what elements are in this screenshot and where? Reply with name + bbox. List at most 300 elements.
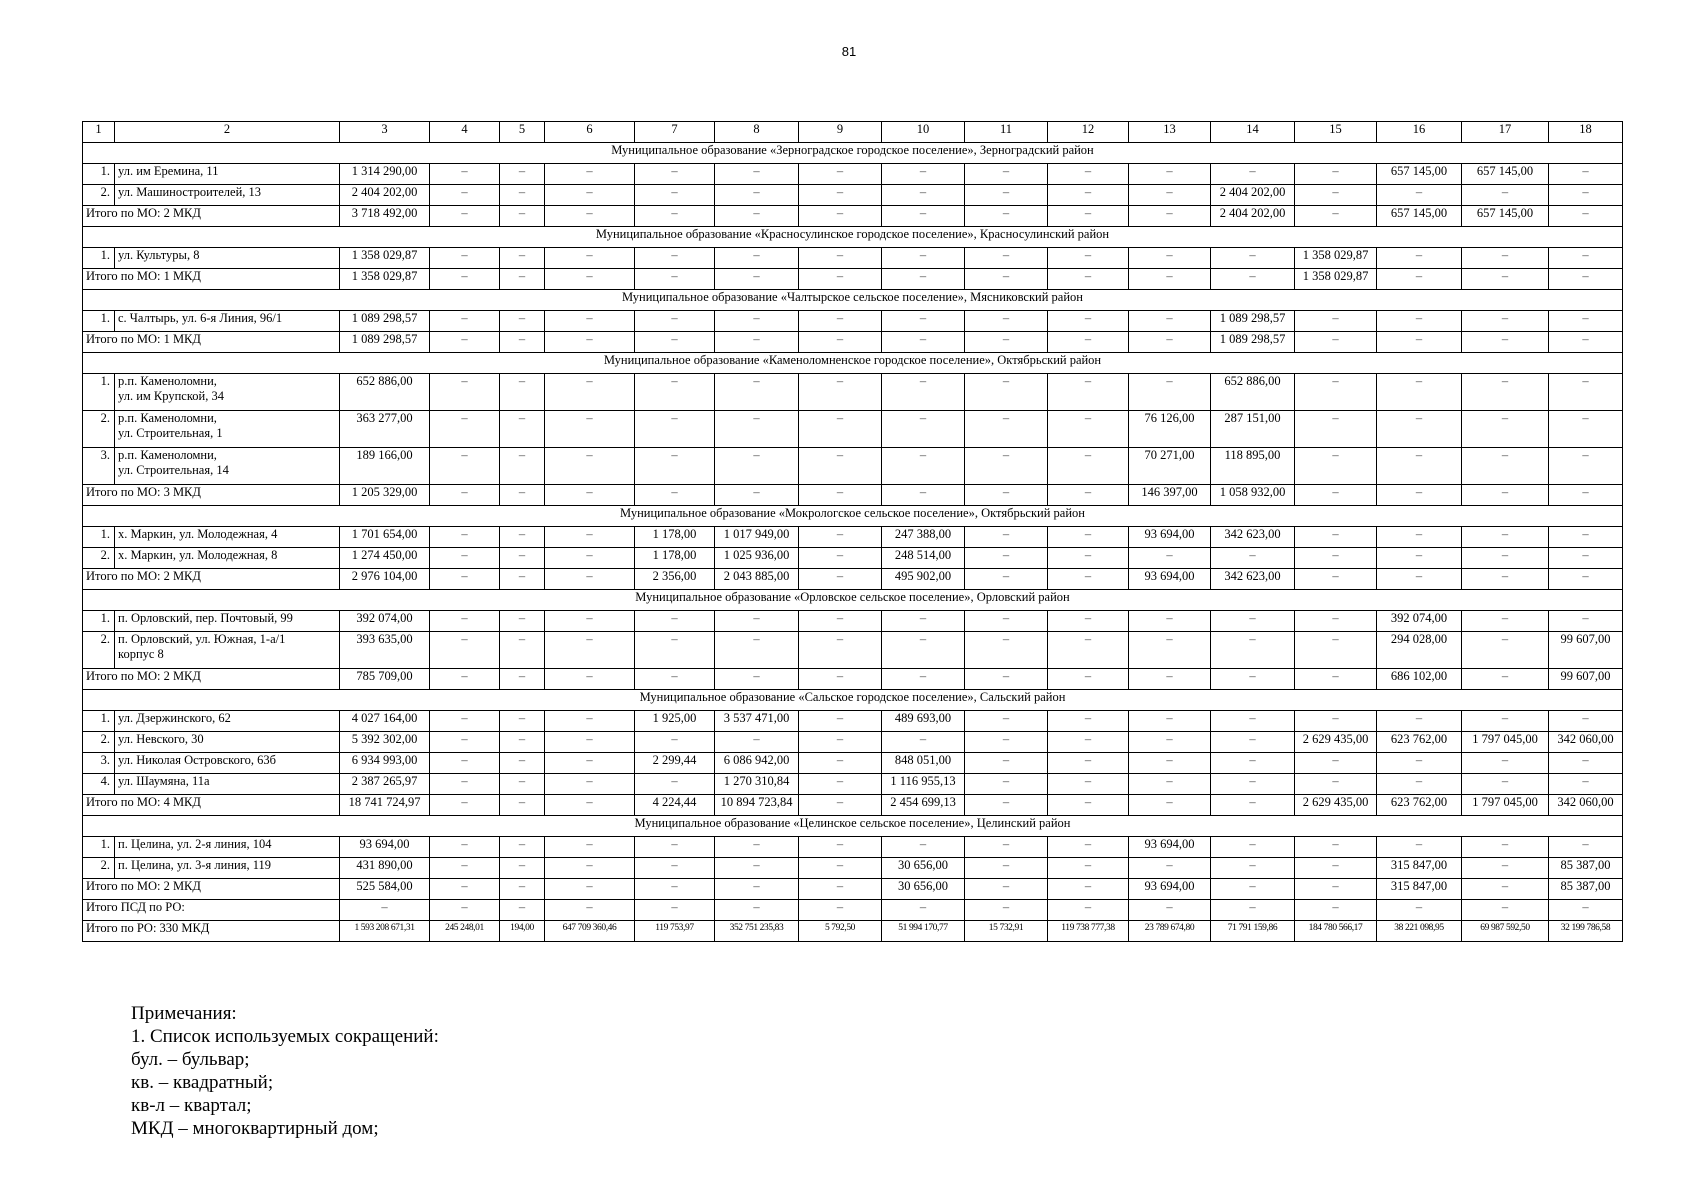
value-cell: 652 886,00 <box>340 374 430 411</box>
value-cell: – <box>799 711 882 732</box>
value-cell: – <box>635 632 715 669</box>
value-cell: – <box>635 837 715 858</box>
value-cell: – <box>799 332 882 353</box>
value-cell: 245 248,01 <box>430 921 500 942</box>
value-cell: – <box>1211 611 1295 632</box>
value-cell: – <box>1211 711 1295 732</box>
value-cell: – <box>1211 632 1295 669</box>
row-number: 4. <box>83 774 115 795</box>
value-cell: 2 387 265,97 <box>340 774 430 795</box>
value-cell: – <box>1211 837 1295 858</box>
value-cell: 5 792,50 <box>799 921 882 942</box>
value-cell: – <box>965 269 1048 290</box>
total-label: Итого по РО: 330 МКД <box>83 921 340 942</box>
value-cell: 23 789 674,80 <box>1129 921 1211 942</box>
value-cell: – <box>430 732 500 753</box>
value-cell: – <box>1377 753 1462 774</box>
value-cell: – <box>500 900 545 921</box>
value-cell: – <box>1048 411 1129 448</box>
header-cell: 7 <box>635 122 715 143</box>
value-cell: – <box>1462 611 1549 632</box>
value-cell: 489 693,00 <box>882 711 965 732</box>
value-cell: – <box>1462 374 1549 411</box>
value-cell: 342 623,00 <box>1211 569 1295 590</box>
value-cell: – <box>965 185 1048 206</box>
value-cell: 38 221 098,95 <box>1377 921 1462 942</box>
value-cell: – <box>715 900 799 921</box>
value-cell: – <box>1295 774 1377 795</box>
address-line: ул. Строительная, 14 <box>118 463 229 477</box>
value-cell: – <box>500 374 545 411</box>
value-cell: – <box>1295 527 1377 548</box>
value-cell: – <box>799 611 882 632</box>
value-cell: 1 025 936,00 <box>715 548 799 569</box>
value-cell: – <box>965 669 1048 690</box>
value-cell: – <box>635 206 715 227</box>
note-line: бул. – бульвар; <box>131 1049 250 1070</box>
value-cell: – <box>715 164 799 185</box>
value-cell: – <box>430 837 500 858</box>
value-cell: – <box>1549 611 1623 632</box>
value-cell: 93 694,00 <box>1129 527 1211 548</box>
value-cell: 652 886,00 <box>1211 374 1295 411</box>
value-cell: – <box>500 774 545 795</box>
value-cell: 315 847,00 <box>1377 879 1462 900</box>
value-cell: – <box>635 879 715 900</box>
value-cell: 85 387,00 <box>1549 858 1623 879</box>
value-cell: – <box>635 374 715 411</box>
row-number: 2. <box>83 732 115 753</box>
table-row <box>83 374 1623 411</box>
value-cell: 363 277,00 <box>340 411 430 448</box>
header-cell: 14 <box>1211 122 1295 143</box>
value-cell: – <box>1129 206 1211 227</box>
value-cell: – <box>500 732 545 753</box>
value-cell: 51 994 170,77 <box>882 921 965 942</box>
table-row <box>83 448 1623 485</box>
value-cell: – <box>430 795 500 816</box>
value-cell: – <box>1462 858 1549 879</box>
value-cell: 2 976 104,00 <box>340 569 430 590</box>
value-cell: – <box>1462 269 1549 290</box>
value-cell: 315 847,00 <box>1377 858 1462 879</box>
value-cell: – <box>965 858 1048 879</box>
value-cell: – <box>1129 753 1211 774</box>
row-number: 2. <box>83 185 115 206</box>
value-cell: – <box>1377 569 1462 590</box>
value-cell: – <box>882 311 965 332</box>
value-cell: 525 584,00 <box>340 879 430 900</box>
value-cell: 342 060,00 <box>1549 732 1623 753</box>
value-cell: – <box>500 858 545 879</box>
value-cell: – <box>1129 669 1211 690</box>
row-number: 2. <box>83 632 115 669</box>
housing-repair-table <box>82 121 1623 942</box>
value-cell: – <box>1549 206 1623 227</box>
value-cell: – <box>1295 879 1377 900</box>
value-cell: 2 043 885,00 <box>715 569 799 590</box>
header-cell: 13 <box>1129 122 1211 143</box>
value-cell: – <box>545 669 635 690</box>
value-cell: – <box>1129 711 1211 732</box>
value-cell: – <box>430 711 500 732</box>
value-cell: – <box>340 900 430 921</box>
row-number: 1. <box>83 164 115 185</box>
value-cell: – <box>882 485 965 506</box>
row-number: 1. <box>83 527 115 548</box>
table-row <box>83 611 1623 632</box>
value-cell: – <box>1549 548 1623 569</box>
section-title: Муниципальное образование «Орловское сельское поселение», Орловский район <box>83 590 1623 611</box>
total-label: Итого по МО: 2 МКД <box>83 569 340 590</box>
value-cell: – <box>1048 206 1129 227</box>
value-cell: – <box>1549 711 1623 732</box>
value-cell: 247 388,00 <box>882 527 965 548</box>
table-row <box>83 548 1623 569</box>
table-row <box>83 185 1623 206</box>
value-cell: – <box>545 795 635 816</box>
value-cell: – <box>1377 900 1462 921</box>
value-cell: – <box>635 269 715 290</box>
value-cell: – <box>500 711 545 732</box>
value-cell: 3 718 492,00 <box>340 206 430 227</box>
value-cell: – <box>799 774 882 795</box>
address-line: п. Орловский, ул. Южная, 1-а/1 <box>118 632 286 646</box>
value-cell: 352 751 235,83 <box>715 921 799 942</box>
value-cell: – <box>1377 374 1462 411</box>
value-cell: – <box>500 332 545 353</box>
value-cell: 99 607,00 <box>1549 669 1623 690</box>
value-cell: – <box>1377 411 1462 448</box>
value-cell: – <box>1129 548 1211 569</box>
value-cell: – <box>1048 527 1129 548</box>
value-cell: – <box>882 206 965 227</box>
value-cell: – <box>799 185 882 206</box>
value-cell: – <box>545 837 635 858</box>
row-number: 1. <box>83 837 115 858</box>
total-label: Итого по МО: 2 МКД <box>83 669 340 690</box>
grand-total-row <box>83 921 1623 942</box>
total-row <box>83 332 1623 353</box>
value-cell: – <box>882 611 965 632</box>
value-cell: 3 537 471,00 <box>715 711 799 732</box>
value-cell: – <box>1377 448 1462 485</box>
value-cell: – <box>545 206 635 227</box>
value-cell: – <box>1462 185 1549 206</box>
value-cell: – <box>635 774 715 795</box>
value-cell: – <box>500 164 545 185</box>
value-cell: 18 741 724,97 <box>340 795 430 816</box>
value-cell: – <box>1129 611 1211 632</box>
value-cell: – <box>799 248 882 269</box>
value-cell: – <box>965 900 1048 921</box>
value-cell: – <box>1549 774 1623 795</box>
value-cell: – <box>715 669 799 690</box>
value-cell: – <box>500 411 545 448</box>
value-cell: – <box>715 411 799 448</box>
value-cell: – <box>1211 858 1295 879</box>
value-cell: 657 145,00 <box>1462 206 1549 227</box>
value-cell: 93 694,00 <box>1129 569 1211 590</box>
address-cell: п. Целина, ул. 3-я линия, 119 <box>115 858 340 879</box>
value-cell: 1 058 932,00 <box>1211 485 1295 506</box>
value-cell: – <box>1129 774 1211 795</box>
address-cell: ул. Культуры, 8 <box>115 248 340 269</box>
value-cell: – <box>545 527 635 548</box>
value-cell: – <box>1048 374 1129 411</box>
value-cell: – <box>1462 753 1549 774</box>
value-cell: – <box>500 548 545 569</box>
header-cell: 4 <box>430 122 500 143</box>
value-cell: – <box>1295 753 1377 774</box>
value-cell: – <box>715 269 799 290</box>
value-cell: 2 629 435,00 <box>1295 795 1377 816</box>
value-cell: 686 102,00 <box>1377 669 1462 690</box>
value-cell: – <box>882 185 965 206</box>
total-row <box>83 206 1623 227</box>
value-cell: – <box>799 374 882 411</box>
value-cell: – <box>635 900 715 921</box>
address-cell <box>115 411 340 448</box>
value-cell: 657 145,00 <box>1377 164 1462 185</box>
value-cell: 393 635,00 <box>340 632 430 669</box>
value-cell: – <box>500 485 545 506</box>
value-cell: 2 629 435,00 <box>1295 732 1377 753</box>
value-cell: – <box>1462 411 1549 448</box>
value-cell: – <box>715 632 799 669</box>
value-cell: – <box>545 411 635 448</box>
value-cell: 1 089 298,57 <box>340 332 430 353</box>
value-cell: 76 126,00 <box>1129 411 1211 448</box>
table-row <box>83 753 1623 774</box>
value-cell: 1 017 949,00 <box>715 527 799 548</box>
value-cell: 1 089 298,57 <box>340 311 430 332</box>
value-cell: – <box>1129 374 1211 411</box>
value-cell: – <box>965 753 1048 774</box>
value-cell: – <box>430 753 500 774</box>
total-label: Итого ПСД по РО: <box>83 900 340 921</box>
value-cell: – <box>1549 448 1623 485</box>
value-cell: – <box>1295 632 1377 669</box>
header-cell: 5 <box>500 122 545 143</box>
header-cell: 1 <box>83 122 115 143</box>
section-row <box>83 690 1623 711</box>
address-cell: ул. Шаумяна, 11а <box>115 774 340 795</box>
header-cell: 17 <box>1462 122 1549 143</box>
value-cell: – <box>430 269 500 290</box>
address-line: р.п. Каменоломни, <box>118 411 217 425</box>
value-cell: – <box>1048 711 1129 732</box>
value-cell: – <box>1048 732 1129 753</box>
value-cell: – <box>1129 858 1211 879</box>
value-cell: – <box>1048 900 1129 921</box>
value-cell: – <box>1462 548 1549 569</box>
address-cell: ул. Невского, 30 <box>115 732 340 753</box>
value-cell: 1 270 310,84 <box>715 774 799 795</box>
value-cell: – <box>1549 569 1623 590</box>
value-cell: – <box>500 185 545 206</box>
row-number: 1. <box>83 248 115 269</box>
row-number: 2. <box>83 858 115 879</box>
value-cell: – <box>635 411 715 448</box>
value-cell: – <box>545 711 635 732</box>
value-cell: – <box>1129 632 1211 669</box>
value-cell: – <box>1377 311 1462 332</box>
value-cell: 1 205 329,00 <box>340 485 430 506</box>
value-cell: – <box>1211 795 1295 816</box>
value-cell: – <box>882 732 965 753</box>
section-row <box>83 353 1623 374</box>
value-cell: – <box>1549 900 1623 921</box>
table-row <box>83 632 1623 669</box>
value-cell: – <box>799 548 882 569</box>
value-cell: – <box>430 206 500 227</box>
value-cell: – <box>1129 332 1211 353</box>
total-row <box>83 269 1623 290</box>
value-cell: – <box>1549 485 1623 506</box>
value-cell: – <box>1048 185 1129 206</box>
value-cell: – <box>1048 485 1129 506</box>
value-cell: 15 732,91 <box>965 921 1048 942</box>
row-number: 2. <box>83 548 115 569</box>
value-cell: 30 656,00 <box>882 858 965 879</box>
value-cell: – <box>1377 774 1462 795</box>
address-cell: х. Маркин, ул. Молодежная, 8 <box>115 548 340 569</box>
value-cell: – <box>1048 332 1129 353</box>
value-cell: 1 178,00 <box>635 548 715 569</box>
value-cell: – <box>1549 411 1623 448</box>
address-cell: х. Маркин, ул. Молодежная, 4 <box>115 527 340 548</box>
value-cell: – <box>799 269 882 290</box>
value-cell: – <box>545 732 635 753</box>
value-cell: – <box>715 448 799 485</box>
value-cell: – <box>545 632 635 669</box>
value-cell: – <box>1129 311 1211 332</box>
value-cell: – <box>1295 485 1377 506</box>
value-cell: 392 074,00 <box>340 611 430 632</box>
value-cell: – <box>500 632 545 669</box>
header-row <box>83 122 1623 143</box>
total-label: Итого по МО: 1 МКД <box>83 332 340 353</box>
value-cell: – <box>882 164 965 185</box>
value-cell: – <box>430 374 500 411</box>
value-cell: – <box>430 411 500 448</box>
value-cell: 119 753,97 <box>635 921 715 942</box>
value-cell: – <box>545 611 635 632</box>
value-cell: – <box>1377 269 1462 290</box>
value-cell: 431 890,00 <box>340 858 430 879</box>
value-cell: – <box>965 485 1048 506</box>
value-cell: 1 797 045,00 <box>1462 795 1549 816</box>
value-cell: – <box>1048 164 1129 185</box>
value-cell: – <box>965 206 1048 227</box>
value-cell: – <box>799 206 882 227</box>
value-cell: 6 934 993,00 <box>340 753 430 774</box>
value-cell: – <box>799 569 882 590</box>
value-cell: 1 089 298,57 <box>1211 311 1295 332</box>
value-cell: – <box>799 837 882 858</box>
value-cell: 30 656,00 <box>882 879 965 900</box>
value-cell: – <box>799 527 882 548</box>
address-line: р.п. Каменоломни, <box>118 448 217 462</box>
value-cell: – <box>1129 248 1211 269</box>
header-cell: 10 <box>882 122 965 143</box>
value-cell: 184 780 566,17 <box>1295 921 1377 942</box>
value-cell: – <box>635 485 715 506</box>
value-cell: – <box>1549 837 1623 858</box>
row-number: 3. <box>83 448 115 485</box>
value-cell: – <box>1048 448 1129 485</box>
value-cell: 32 199 786,58 <box>1549 921 1623 942</box>
value-cell: 69 987 592,50 <box>1462 921 1549 942</box>
value-cell: – <box>430 548 500 569</box>
address-cell: с. Чалтырь, ул. 6-я Линия, 96/1 <box>115 311 340 332</box>
value-cell: – <box>965 332 1048 353</box>
value-cell: – <box>1295 669 1377 690</box>
section-title: Муниципальное образование «Каменоломненское городское поселение», Октябрьский район <box>83 353 1623 374</box>
table-row <box>83 311 1623 332</box>
value-cell: – <box>545 185 635 206</box>
value-cell: – <box>1048 248 1129 269</box>
value-cell: – <box>715 311 799 332</box>
value-cell: – <box>882 248 965 269</box>
value-cell: – <box>500 248 545 269</box>
value-cell: – <box>430 185 500 206</box>
value-cell: – <box>1211 900 1295 921</box>
table-row <box>83 411 1623 448</box>
value-cell: – <box>1048 795 1129 816</box>
address-cell: ул. Дзержинского, 62 <box>115 711 340 732</box>
total-label: Итого по МО: 1 МКД <box>83 269 340 290</box>
value-cell: – <box>882 411 965 448</box>
value-cell: – <box>1211 548 1295 569</box>
value-cell: – <box>430 879 500 900</box>
section-row <box>83 816 1623 837</box>
value-cell: – <box>965 527 1048 548</box>
value-cell: – <box>799 879 882 900</box>
value-cell: – <box>545 753 635 774</box>
row-number: 1. <box>83 311 115 332</box>
value-cell: – <box>965 164 1048 185</box>
value-cell: – <box>1462 569 1549 590</box>
value-cell: – <box>1048 548 1129 569</box>
table-body <box>83 122 1623 942</box>
value-cell: – <box>430 774 500 795</box>
value-cell: – <box>1295 374 1377 411</box>
value-cell: – <box>965 569 1048 590</box>
value-cell: – <box>430 900 500 921</box>
value-cell: – <box>1295 185 1377 206</box>
value-cell: – <box>1211 248 1295 269</box>
value-cell: – <box>1377 527 1462 548</box>
value-cell: – <box>799 311 882 332</box>
value-cell: – <box>545 269 635 290</box>
value-cell: 495 902,00 <box>882 569 965 590</box>
value-cell: – <box>1462 311 1549 332</box>
value-cell: – <box>965 548 1048 569</box>
value-cell: – <box>1048 269 1129 290</box>
value-cell: – <box>635 669 715 690</box>
value-cell: – <box>500 795 545 816</box>
value-cell: – <box>715 332 799 353</box>
address-line: корпус 8 <box>118 647 164 661</box>
value-cell: 342 623,00 <box>1211 527 1295 548</box>
value-cell: – <box>799 753 882 774</box>
value-cell: – <box>965 374 1048 411</box>
section-title: Муниципальное образование «Сальское городское поселение», Сальский район <box>83 690 1623 711</box>
value-cell: – <box>545 448 635 485</box>
section-row <box>83 143 1623 164</box>
